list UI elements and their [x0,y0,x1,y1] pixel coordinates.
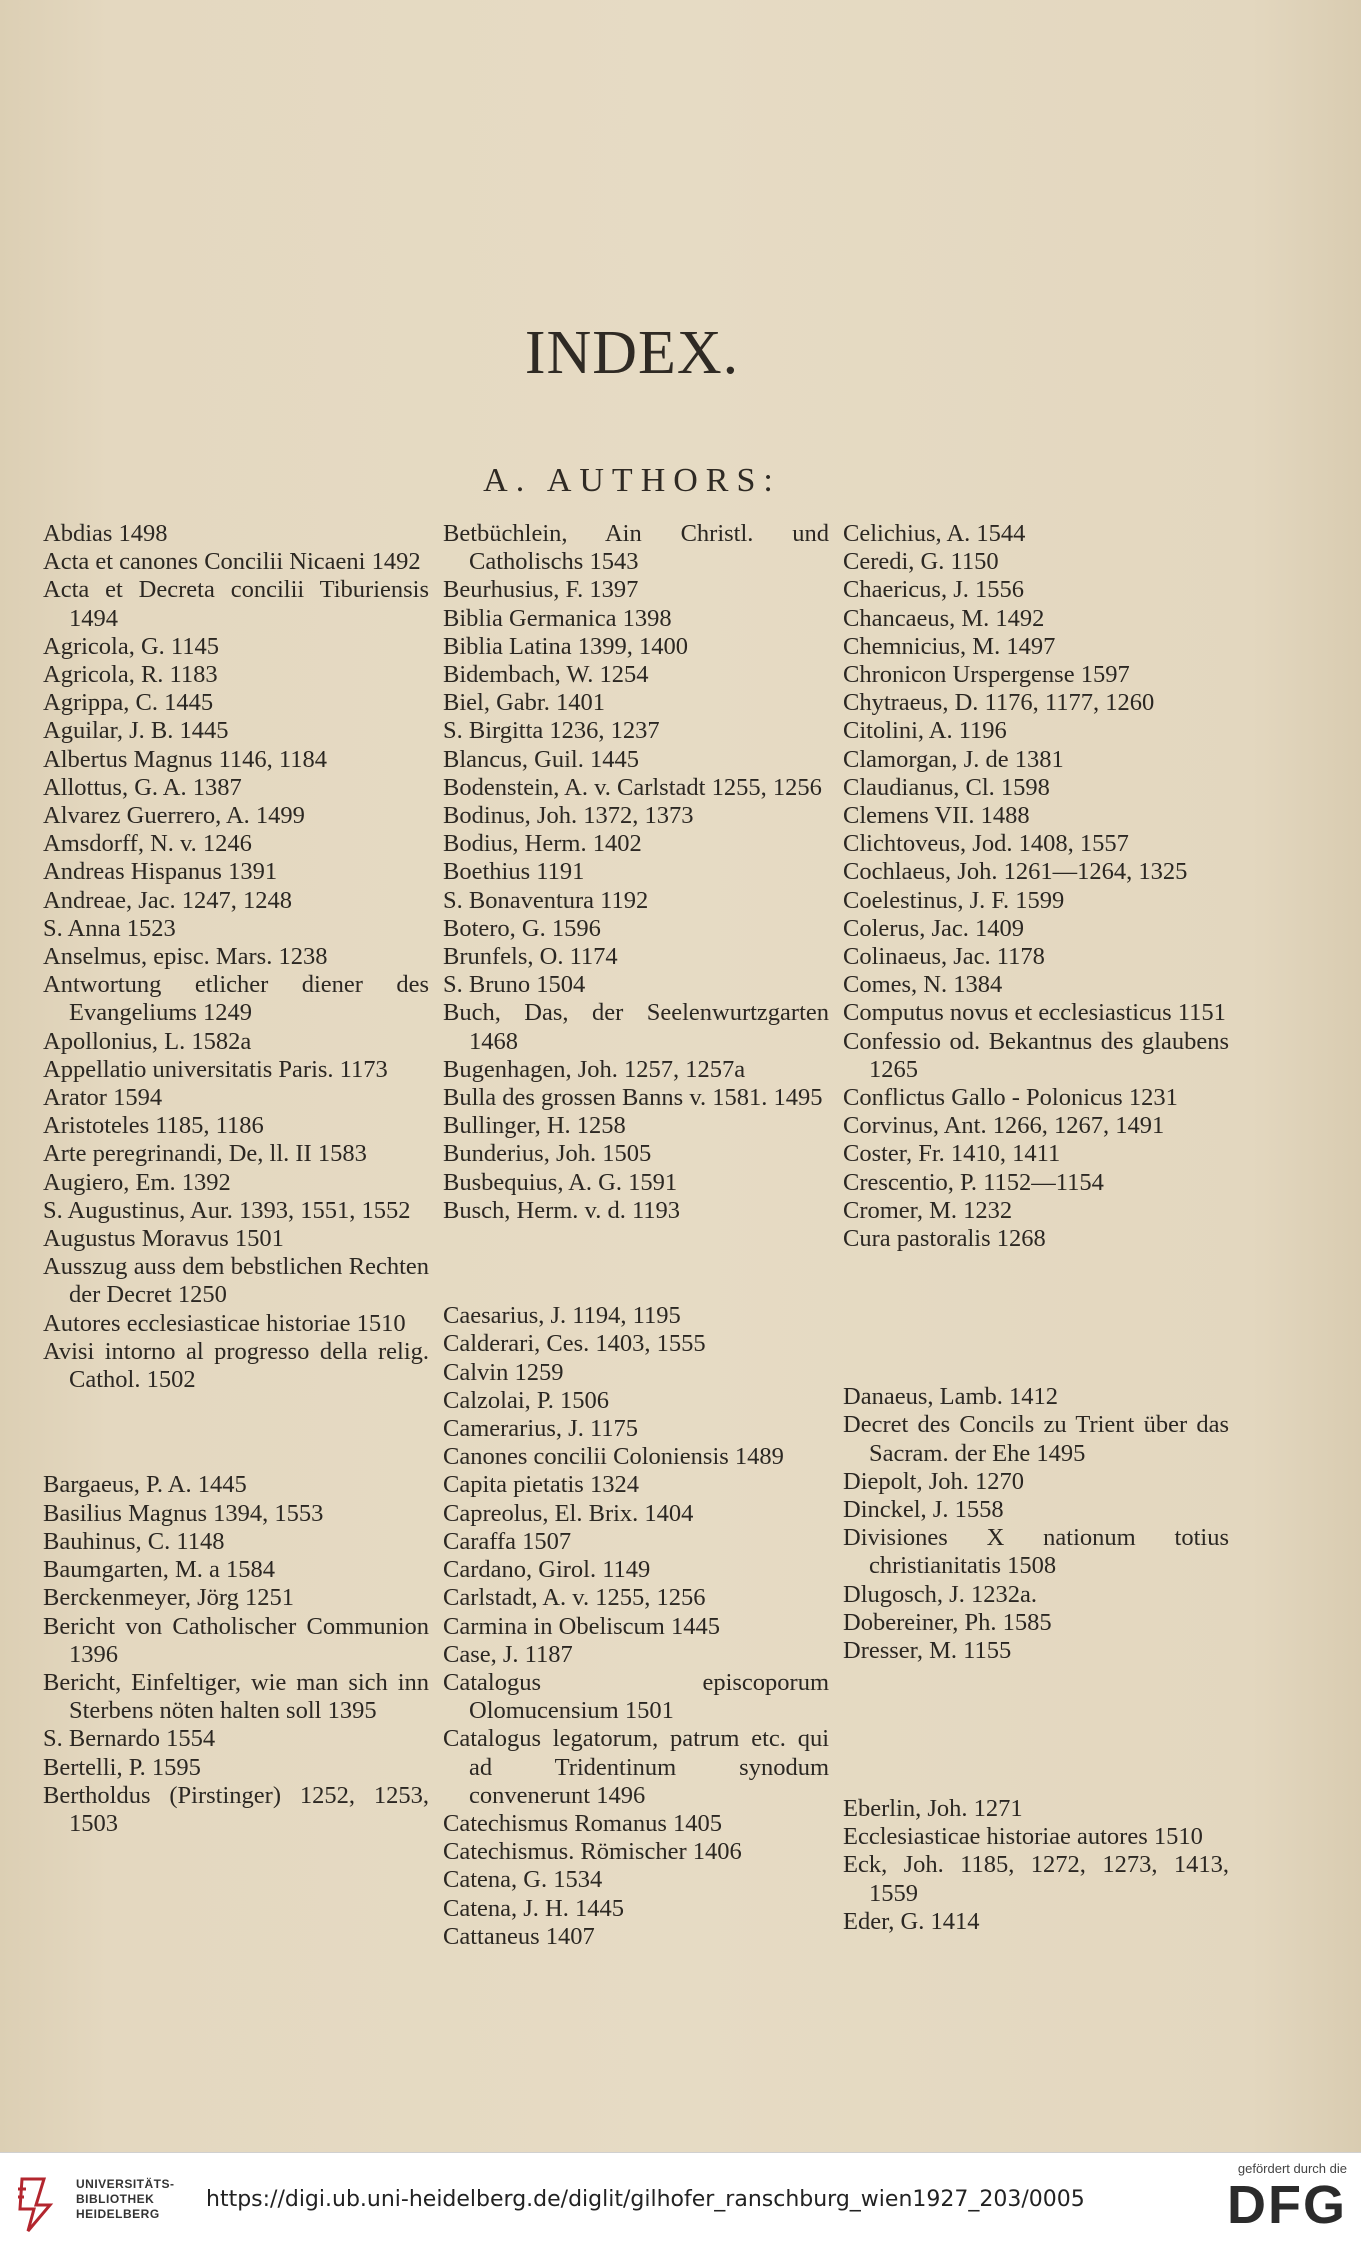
index-entry: Chemnicius, M. 1497 [843,632,1056,660]
index-entry: Case, J. 1187 [443,1640,573,1668]
index-entry: Augiero, Em. 1392 [43,1168,231,1196]
index-entry: Bertholdus (Pirstinger) 1252, 1253, 1503 [43,1781,429,1837]
index-entry: Bodinus, Joh. 1372, 1373 [443,802,694,830]
index-entry: Ecclesiasticae historiae autores 1510 [843,1823,1203,1851]
index-entry: Celichius, A. 1544 [843,520,1026,547]
index-spacer [843,1690,1229,1718]
index-entry: Corvinus, Ant. 1266, 1267, 1491 [843,1112,1165,1140]
index-entry: Citolini, A. 1196 [843,717,1007,745]
index-entry: Claudianus, Cl. 1598 [843,773,1050,801]
index-entry: Arte peregrinandi, De, ll. II 1583 [43,1140,367,1168]
index-column-1 [43,520,429,1838]
index-entry: Catechismus Romanus 1405 [443,1809,723,1837]
index-entry: Andreae, Jac. 1247, 1248 [43,886,293,914]
index-entry: S. Bernardo 1554 [43,1725,216,1753]
permalink-url[interactable]: https://digi.ub.uni-heidelberg.de/diglit/gilhofer_ranschburg_wien1927_203/0005 [206,2187,1085,2212]
index-spacer [843,1742,1229,1770]
index-entry: Anselmus, episc. Mars. 1238 [43,943,328,971]
index-entry: Chancaeus, M. 1492 [843,604,1045,632]
index-entry: Catena, J. H. 1445 [443,1894,624,1922]
funder-label: gefördert durch die [1237,2161,1347,2176]
index-entry: Andreas Hispanus 1391 [43,858,278,886]
index-spacer [443,1250,829,1278]
index-entry: Ceredi, G. 1150 [843,548,999,576]
index-column-3 [843,520,1229,1936]
index-entry: Conflictus Gallo - Polonicus 1231 [843,1084,1178,1112]
index-entry: Calzolai, P. 1506 [443,1386,610,1414]
library-name-line-3: HEIDELBERG [76,2207,160,2221]
index-entry: Chytraeus, D. 1176, 1177, 1260 [843,689,1155,717]
index-entry: Danaeus, Lamb. 1412 [843,1383,1058,1411]
index-entry: Confessio od. Bekantnus des glaubens 1265 [843,1027,1229,1083]
index-entry: Colerus, Jac. 1409 [843,914,1024,942]
index-entry: Avisi intorno al progresso della relig. Cathol. 1502 [43,1337,429,1394]
index-entry: Bodius, Herm. 1402 [443,830,642,858]
index-entry: Chaericus, J. 1556 [843,576,1024,604]
index-entry: Biblia Germanica 1398 [443,604,672,632]
index-entry: Canones concilii Coloniensis 1489 [443,1443,784,1471]
index-entry: Eder, G. 1414 [843,1907,980,1935]
index-spacer [843,1330,1229,1358]
footer-bar [0,2152,1361,2255]
index-entry: Dlugosch, J. 1232a. [843,1580,1037,1608]
index-entry: Coster, Fr. 1410, 1411 [843,1140,1061,1168]
index-entry: Bugenhagen, Joh. 1257, 1257a [443,1055,746,1083]
index-entry: Cardano, Girol. 1149 [443,1556,651,1584]
index-entry: Beurhusius, F. 1397 [443,576,639,604]
index-entry: Bargaeus, P. A. 1445 [43,1471,247,1499]
index-entry: Caraffa 1507 [443,1527,572,1555]
index-entry: Divisiones X nationum totius christianitatis 1508 [843,1524,1229,1580]
index-entry: Eck, Joh. 1185, 1272, 1273, 1413, 1559 [843,1851,1229,1907]
index-entry: Bericht, Einfeltiger, wie man sich inn Sterbens nöten halten soll 1395 [43,1668,429,1725]
index-entry: Ausszug auss dem bebstlichen Rechten der Decret 1250 [43,1253,429,1309]
index-entry: Blancus, Guil. 1445 [443,745,639,773]
index-entry: Biel, Gabr. 1401 [443,689,605,717]
index-entry: Caesarius, J. 1194, 1195 [443,1302,681,1330]
index-entry: Bodenstein, A. v. Carlstadt 1255, 1256 [443,773,822,801]
index-entry: Amsdorff, N. v. 1246 [43,830,252,858]
index-entry: Autores ecclesiasticae historiae 1510 [43,1309,406,1337]
index-entry: Agrippa, C. 1445 [43,689,214,717]
index-entry: Camerarius, J. 1175 [443,1415,639,1443]
index-entry: Berckenmeyer, Jörg 1251 [43,1584,294,1612]
index-entry: Apollonius, L. 1582a [43,1027,252,1055]
index-entry: Bertelli, P. 1595 [43,1753,201,1781]
index-entry: Cattaneus 1407 [443,1922,595,1950]
index-entry: Appellatio universitatis Paris. 1173 [43,1055,388,1083]
index-entry: Catalogus episcoporum Olomucensium 1501 [443,1668,829,1725]
index-entry: Catalogus legatorum, patrum etc. qui ad Tridentinum synodum convenerunt 1496 [443,1725,829,1809]
index-entry: Bauhinus, C. 1148 [43,1527,225,1555]
index-entry: Capita pietatis 1324 [443,1471,639,1499]
index-entry: Clamorgan, J. de 1381 [843,745,1064,773]
index-entry: Acta et Decreta concilii Tiburiensis 1494 [43,576,429,632]
index-entry: Capreolus, El. Brix. 1404 [443,1499,694,1527]
index-entry: Bunderius, Joh. 1505 [443,1140,652,1168]
index-entry: Bulla des grossen Banns v. 1581. 1495 [443,1084,823,1112]
index-entry: Dresser, M. 1155 [843,1636,1012,1664]
index-entry: Botero, G. 1596 [443,914,601,942]
index-entry: Abdias 1498 [43,520,168,547]
index-entry: Catena, G. 1534 [443,1866,603,1894]
library-name [76,2177,175,2222]
index-entry: Buch, Das, der Seelenwurtzgarten 1468 [443,999,829,1055]
index-entry: Brunfels, O. 1174 [443,943,618,971]
index-entry: S. Bruno 1504 [443,971,586,999]
index-entry: Calvin 1259 [443,1358,564,1386]
index-entry: Comes, N. 1384 [843,971,1003,999]
library-logo[interactable] [14,2167,174,2241]
index-entry: Augustus Moravus 1501 [43,1225,284,1253]
index-entry: Agricola, R. 1183 [43,661,218,689]
index-entry: Carmina in Obeliscum 1445 [443,1612,720,1640]
index-spacer [43,1419,429,1447]
library-name-line-2: BIBLIOTHEK [76,2192,155,2206]
index-entry: Antwortung etlicher diener des Evangeliums 1249 [43,971,429,1027]
index-entry: Dobereiner, Ph. 1585 [843,1608,1052,1636]
index-entry: Bericht von Catholischer Communion 1396 [43,1612,429,1668]
index-entry: Agricola, G. 1145 [43,632,219,660]
index-entry: Basilius Magnus 1394, 1553 [43,1499,324,1527]
index-entry: Carlstadt, A. v. 1255, 1256 [443,1584,706,1612]
index-entry: Chronicon Urspergense 1597 [843,661,1130,689]
index-entry: Colinaeus, Jac. 1178 [843,943,1045,971]
index-entry: Alvarez Guerrero, A. 1499 [43,802,305,830]
index-entry: Calderari, Ces. 1403, 1555 [443,1330,706,1358]
index-entry: Clemens VII. 1488 [843,802,1030,830]
index-entry: Baumgarten, M. a 1584 [43,1556,276,1584]
index-entry: Biblia Latina 1399, 1400 [443,632,688,660]
index-entry: Diepolt, Joh. 1270 [843,1467,1025,1495]
index-entry: Allottus, G. A. 1387 [43,773,242,801]
index-entry: Decret des Concils zu Trient über das Sacram. der Ehe 1495 [843,1411,1229,1467]
index-entry: Bullinger, H. 1258 [443,1112,626,1140]
index-entry: Betbüchlein, Ain Christl. und Catholischs 1543 [443,520,829,576]
index-entry: Busbequius, A. G. 1591 [443,1168,678,1196]
page-title: INDEX. [524,319,740,387]
index-entry: Dinckel, J. 1558 [843,1495,1004,1523]
index-entry: S. Anna 1523 [43,914,176,942]
index-entry: S. Augustinus, Aur. 1393, 1551, 1552 [43,1196,411,1224]
index-entry: Busch, Herm. v. d. 1193 [443,1196,681,1224]
index-entry: Computus novus et ecclesiasticus 1151 [843,999,1226,1027]
index-entry: Arator 1594 [43,1084,163,1112]
index-entry: Aristoteles 1185, 1186 [43,1112,264,1140]
index-entry: Cura pastoralis 1268 [843,1225,1046,1253]
index-entry: Boethius 1191 [443,858,585,886]
section-heading: A. AUTHORS: [483,462,781,499]
index-entry: Acta et canones Concilii Nicaeni 1492 [43,548,421,576]
index-entry: Eberlin, Joh. 1271 [843,1795,1023,1823]
library-name-line-1: UNIVERSITÄTS- [76,2177,175,2191]
index-entry: Catechismus. Römischer 1406 [443,1838,742,1866]
index-entry: Coelestinus, J. F. 1599 [843,886,1065,914]
dfg-logo: DFG [1227,2175,1347,2235]
index-entry: S. Bonaventura 1192 [443,886,649,914]
university-library-logo-icon [14,2175,58,2233]
index-column-2 [443,520,829,1951]
index-entry: Bidembach, W. 1254 [443,661,649,689]
index-entry: Albertus Magnus 1146, 1184 [43,745,327,773]
index-entry: Aguilar, J. B. 1445 [43,717,229,745]
index-entry: Cromer, M. 1232 [843,1196,1013,1224]
index-entry: Clichtoveus, Jod. 1408, 1557 [843,830,1129,858]
index-entry: S. Birgitta 1236, 1237 [443,717,660,745]
funder-logo[interactable] [1187,2161,1347,2234]
index-spacer [843,1278,1229,1306]
index-entry: Cochlaeus, Joh. 1261—1264, 1325 [843,858,1188,886]
index-entry: Crescentio, P. 1152—1154 [843,1168,1104,1196]
